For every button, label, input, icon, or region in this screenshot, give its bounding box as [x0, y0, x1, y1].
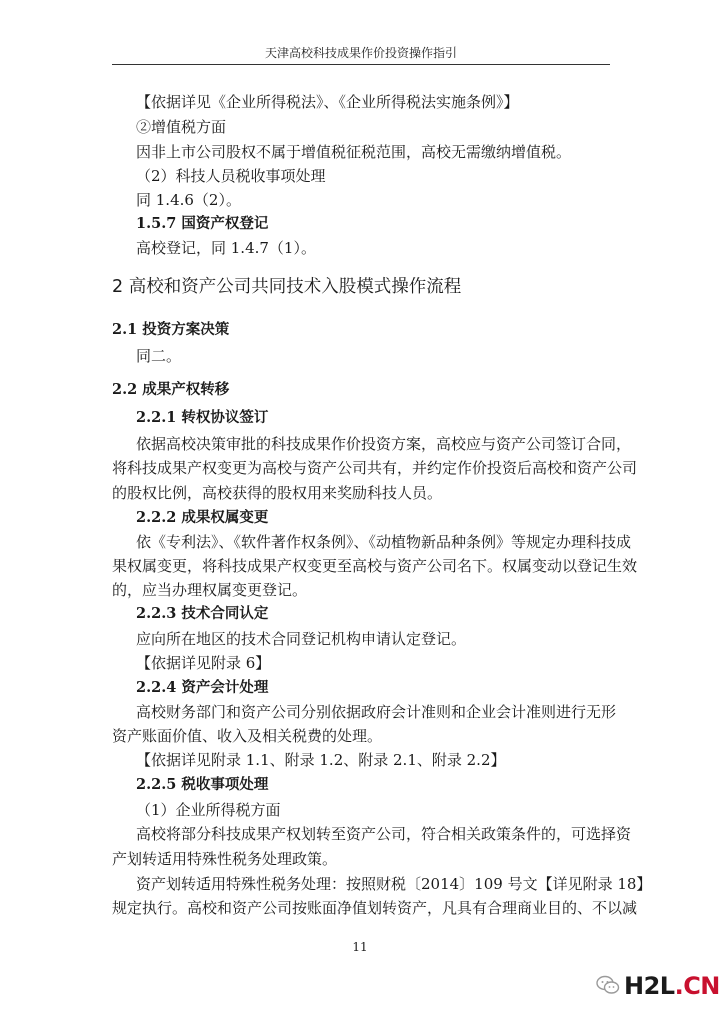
body-line: 规定执行。高校和资产公司按账面净值划转资产，凡具有合理商业目的、不以减 — [112, 899, 638, 917]
section-heading-1-5-7: 1.5.7 国资产权登记 — [136, 215, 269, 232]
wechat-icon — [596, 974, 620, 996]
body-line: ②增值税方面 — [136, 118, 227, 136]
running-header: 天津高校科技成果作价投资操作指引 — [264, 46, 457, 60]
section-heading-2-2: 2.2 成果产权转移 — [112, 381, 230, 398]
body-line: 的股权比例，高校获得的股权用来奖励科技人员。 — [112, 484, 443, 502]
page-number: 11 — [352, 940, 368, 954]
body-line: （1）企业所得税方面 — [136, 801, 281, 819]
section-heading-2-1: 2.1 投资方案决策 — [112, 321, 230, 338]
body-line: 产划转适用特殊性税务处理政策。 — [112, 850, 338, 868]
body-line: （2）科技人员税收事项处理 — [136, 167, 326, 185]
watermark — [594, 968, 720, 1004]
body-line: 资产划转适用特殊性税务处理：按照财税〔2014〕109 号文【详见附录 18】 — [136, 875, 652, 893]
body-line: 依《专利法》、《软件著作权条例》、《动植物新品种条例》等规定办理科技成 — [136, 533, 632, 551]
body-line: 果权属变更，将科技成果产权变更至高校与资产公司名下。权属变动以登记生效 — [112, 557, 638, 575]
citation-line: 【依据详见附录 1.1、附录 1.2、附录 2.1、附录 2.2】 — [136, 751, 506, 769]
body-line: 高校财务部门和资产公司分别依据政府会计准则和企业会计准则进行无形 — [136, 703, 617, 721]
body-line: 依据高校决策审批的科技成果作价投资方案，高校应与资产公司签订合同， — [136, 435, 632, 453]
body-line: 高校登记，同 1.4.7（1）。 — [136, 239, 316, 257]
citation-line: 【依据详见附录 6】 — [136, 654, 271, 672]
body-line: 同 1.4.6（2）。 — [136, 191, 241, 209]
body-line: 应向所在地区的技术合同登记机构申请认定登记。 — [136, 630, 467, 648]
body-line: 高校将部分科技成果产权划转至资产公司，符合相关政策条件的，可选择资 — [136, 825, 632, 843]
section-heading-2-2-4: 2.2.4 资产会计处理 — [136, 679, 269, 696]
section-heading-2-2-2: 2.2.2 成果权属变更 — [136, 509, 269, 526]
section-heading-2-2-1: 2.2.1 转权协议签订 — [136, 409, 269, 426]
section-heading-2-2-5: 2.2.5 税收事项处理 — [136, 776, 269, 793]
body-line: 因非上市公司股权不属于增值税征税范围，高校无需缴纳增值税。 — [136, 143, 572, 161]
chapter-heading-2: 2 高校和资产公司共同技术入股模式操作流程 — [112, 277, 462, 297]
body-line: 的，应当办理权属变更登记。 — [112, 581, 308, 599]
header-rule — [112, 64, 610, 65]
citation-line: 【依据详见《企业所得税法》、《企业所得税法实施条例》】 — [136, 93, 519, 111]
body-line: 同二。 — [136, 347, 182, 365]
body-line: 资产账面价值、收入及相关税费的处理。 — [112, 727, 383, 745]
body-line: 将科技成果产权变更为高校与资产公司共有，并约定作价投资后高校和资产公司 — [112, 459, 638, 477]
section-heading-2-2-3: 2.2.3 技术合同认定 — [136, 605, 269, 622]
watermark-logo: H2L.CN — [624, 972, 720, 1000]
